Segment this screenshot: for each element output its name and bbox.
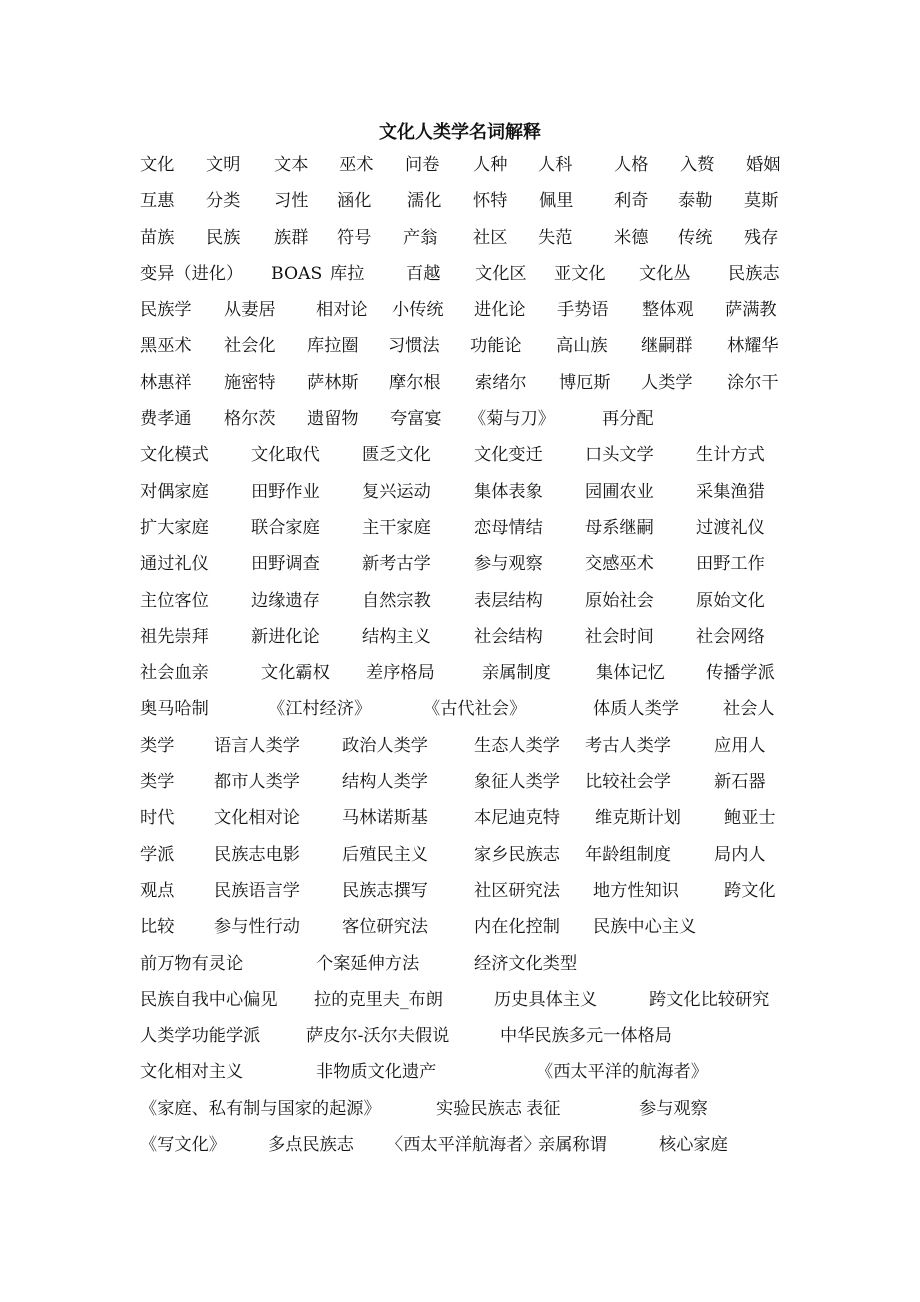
term: 社会时间 (585, 626, 654, 647)
term: 学派 (140, 844, 175, 865)
term: 年龄组制度 (585, 844, 671, 865)
term: 对偶家庭 (140, 481, 209, 502)
term: 社区 (473, 227, 508, 248)
term: 过渡礼仪 (696, 517, 765, 538)
term: 夸富宴 (390, 409, 442, 430)
term: 文化 (140, 155, 175, 175)
term: 田野调查 (251, 554, 320, 575)
term: 参与性行动 (214, 917, 300, 938)
term: 《江村经济》 (268, 699, 372, 720)
term: 口头文学 (585, 445, 654, 466)
term-row (140, 731, 800, 767)
term: 相对论 (316, 300, 368, 321)
term-row (140, 694, 800, 730)
term: 祖先崇拜 (140, 626, 209, 647)
term: 集体表象 (474, 481, 543, 502)
term: 马林诺斯基 (342, 808, 428, 829)
term: 习惯法 (388, 336, 440, 357)
term-row (140, 985, 800, 1021)
term: 问卷 (405, 155, 440, 175)
term: 库拉圈 (307, 336, 359, 357)
term: 前万物有灵论 (140, 953, 244, 974)
term: 社会血亲 (140, 663, 209, 684)
term: 新进化论 (251, 626, 320, 647)
term: 再分配 (602, 409, 654, 430)
term: 从妻居 (224, 300, 276, 321)
term: 象征人类学 (474, 772, 560, 793)
term: 实验民族志 (436, 1098, 522, 1119)
term: 田野作业 (251, 481, 320, 502)
term-row (140, 876, 800, 912)
term-row (140, 513, 800, 549)
term: 鲍亚士 (724, 808, 776, 829)
term: 差序格局 (366, 663, 435, 684)
term: 苗族 (140, 227, 175, 248)
term: 萨林斯 (307, 372, 359, 393)
term: 参与观察 (639, 1098, 708, 1119)
term: 家乡民族志 (474, 844, 560, 865)
term: 采集渔猎 (696, 481, 765, 502)
term-row (140, 440, 800, 476)
term: 边缘遗存 (251, 590, 320, 611)
term: 亲属制度 (482, 663, 551, 684)
term: 经济文化类型 (474, 953, 578, 974)
term: 跨文化比较研究 (649, 989, 770, 1010)
term: BOAS (271, 263, 323, 284)
term: 主干家庭 (362, 517, 431, 538)
term: 涂尔干 (727, 372, 779, 393)
term: 濡化 (407, 191, 442, 212)
term-list (140, 150, 800, 1166)
term: 手势语 (557, 300, 609, 321)
term: 林耀华 (727, 336, 779, 357)
term: 《家庭、私有制与国家的起源》 (140, 1098, 381, 1119)
term: 文本 (274, 155, 309, 175)
term-row (140, 295, 800, 331)
term: 社区研究法 (474, 880, 560, 901)
term: 社会结构 (474, 626, 543, 647)
term: 比较社会学 (585, 772, 671, 793)
term: 社会人 (723, 699, 775, 720)
term: 库拉 (330, 263, 365, 284)
term-row (140, 259, 800, 295)
term: 人科 (538, 155, 573, 175)
term: 考古人类学 (585, 735, 671, 756)
term: 民族 (206, 227, 241, 248)
term: 表层结构 (474, 590, 543, 611)
term-row (140, 840, 800, 876)
term-row (140, 1094, 800, 1130)
term: 匮乏文化 (362, 445, 431, 466)
term: 奥马哈制 (140, 699, 209, 720)
term-row (140, 803, 800, 839)
term: 佩里 (539, 191, 574, 212)
term-row (140, 1057, 800, 1093)
term: 进化论 (474, 300, 526, 321)
term: 民族志电影 (214, 844, 300, 865)
term: 互惠 (140, 191, 175, 212)
term: 民族语言学 (214, 880, 300, 901)
term: 功能论 (470, 336, 522, 357)
term: 非物质文化遗产 (316, 1062, 437, 1083)
term: 传播学派 (706, 663, 775, 684)
term: 传统 (678, 227, 713, 248)
term: 民族自我中心偏见 (140, 989, 278, 1010)
term: 格尔茨 (224, 409, 276, 430)
term: 米德 (614, 227, 649, 248)
term: 施密特 (224, 372, 276, 393)
term: 《写文化》 (140, 1135, 226, 1156)
term: 文化区 (475, 263, 527, 284)
term: 原始社会 (585, 590, 654, 611)
term: 体质人类学 (593, 699, 679, 720)
term: 生计方式 (696, 445, 765, 466)
term: 客位研究法 (342, 917, 428, 938)
term: 原始文化 (696, 590, 765, 611)
term: 人格 (614, 155, 649, 175)
term: 内在化控制 (474, 917, 560, 938)
term: 遗留物 (307, 409, 359, 430)
term: 自然宗教 (362, 590, 431, 611)
term: 文化变迁 (474, 445, 543, 466)
term: 新考古学 (362, 554, 431, 575)
term: 都市人类学 (214, 772, 300, 793)
term: 类学 (140, 772, 175, 793)
term: 涵化 (337, 191, 372, 212)
term: 恋母情结 (474, 517, 543, 538)
term: 民族学 (140, 300, 192, 321)
term: 中华民族多元一体格局 (500, 1026, 672, 1047)
term-row (140, 767, 800, 803)
term: 扩大家庭 (140, 517, 209, 538)
term: 多点民族志 (268, 1135, 354, 1156)
term: 萨满教 (725, 300, 777, 321)
term: 比较 (140, 917, 175, 938)
term: 跨文化 (724, 880, 776, 901)
term-row (140, 1130, 800, 1166)
term: 主位客位 (140, 590, 209, 611)
term: 文化丛 (639, 263, 691, 284)
term: 参与观察 (474, 554, 543, 575)
term: 变异（进化） (140, 263, 244, 284)
term: 园圃农业 (585, 481, 654, 502)
term: 人类学功能学派 (140, 1026, 261, 1047)
term: 通过礼仪 (140, 554, 209, 575)
term: 失范 (538, 227, 573, 248)
term: 亲属称谓 (538, 1135, 607, 1156)
term: 小传统 (392, 300, 444, 321)
term: 拉的克里夫_布朗 (314, 989, 443, 1010)
term: 应用人 (714, 735, 766, 756)
term: 交感巫术 (585, 554, 654, 575)
term: 语言人类学 (214, 735, 300, 756)
term: 核心家庭 (659, 1135, 728, 1156)
term-row (140, 622, 800, 658)
term: 文化相对主义 (140, 1062, 244, 1083)
term: 新石器 (714, 772, 766, 793)
term: 复兴运动 (362, 481, 431, 502)
term-row (140, 368, 800, 404)
term: 表征 (526, 1098, 561, 1119)
term-row (140, 223, 800, 259)
term: 林惠祥 (140, 372, 192, 393)
term: 个案延伸方法 (316, 953, 420, 974)
term: 联合家庭 (251, 517, 320, 538)
term: 时代 (140, 808, 175, 829)
term: 泰勒 (678, 191, 713, 212)
term-row (140, 586, 800, 622)
term: 亚文化 (554, 263, 606, 284)
term: 结构主义 (362, 626, 431, 647)
term: 费孝通 (140, 409, 192, 430)
term: 莫斯 (744, 191, 779, 212)
term: 整体观 (642, 300, 694, 321)
term: 社会化 (224, 336, 276, 357)
term: 《菊与刀》 (469, 409, 555, 430)
term: 观点 (140, 880, 175, 901)
term-row (140, 658, 800, 694)
term: 后殖民主义 (342, 844, 428, 865)
term: 残存 (744, 227, 779, 248)
term: 类学 (140, 735, 175, 756)
term: 利奇 (614, 191, 649, 212)
term: 《古代社会》 (423, 699, 527, 720)
term: 索绪尔 (475, 372, 527, 393)
term: 习性 (274, 191, 309, 212)
term: 黑巫术 (140, 336, 192, 357)
term: 历史具体主义 (494, 989, 598, 1010)
term: 维克斯计划 (595, 808, 681, 829)
document-title: 文化人类学名词解释 (379, 122, 541, 143)
term-row (140, 949, 800, 985)
term-row (140, 549, 800, 585)
term-row (140, 1021, 800, 1057)
term: 巫术 (339, 155, 374, 175)
term: 田野工作 (696, 554, 765, 575)
term-row (140, 912, 800, 948)
term: 萨皮尔-沃尔夫假说 (306, 1026, 450, 1047)
term: 集体记忆 (596, 663, 665, 684)
term: 族群 (274, 227, 309, 248)
term: 母系继嗣 (585, 517, 654, 538)
term: 民族志撰写 (342, 880, 428, 901)
term: 社会网络 (696, 626, 765, 647)
term: 文化模式 (140, 445, 209, 466)
term: 继嗣群 (641, 336, 693, 357)
term: 民族中心主义 (593, 917, 697, 938)
term: 民族志 (728, 263, 780, 284)
term: 政治人类学 (342, 735, 428, 756)
term: 地方性知识 (593, 880, 679, 901)
term: 符号 (337, 227, 372, 248)
term: 文化霸权 (261, 663, 330, 684)
term: 百越 (406, 263, 441, 284)
term: 文明 (206, 155, 241, 175)
term-row (140, 331, 800, 367)
term-row (140, 404, 800, 440)
term: 怀特 (473, 191, 508, 212)
term-row (140, 477, 800, 513)
term: 博厄斯 (559, 372, 611, 393)
term: 人类学 (641, 372, 693, 393)
term: 文化取代 (251, 445, 320, 466)
term: 分类 (206, 191, 241, 212)
term: 本尼迪克特 (474, 808, 560, 829)
term: 〈西太平洋航海者〉 (386, 1135, 541, 1156)
term: 婚姻 (746, 155, 781, 175)
term: 摩尔根 (389, 372, 441, 393)
term: 生态人类学 (474, 735, 560, 756)
term: 结构人类学 (342, 772, 428, 793)
term: 入赘 (680, 155, 715, 175)
term: 文化相对论 (214, 808, 300, 829)
term: 局内人 (714, 844, 766, 865)
term-row (140, 150, 800, 186)
term: 产翁 (403, 227, 438, 248)
term: 高山族 (556, 336, 608, 357)
term-row (140, 186, 800, 222)
term: 《西太平洋的航海者》 (536, 1062, 708, 1083)
term: 人种 (473, 155, 508, 175)
